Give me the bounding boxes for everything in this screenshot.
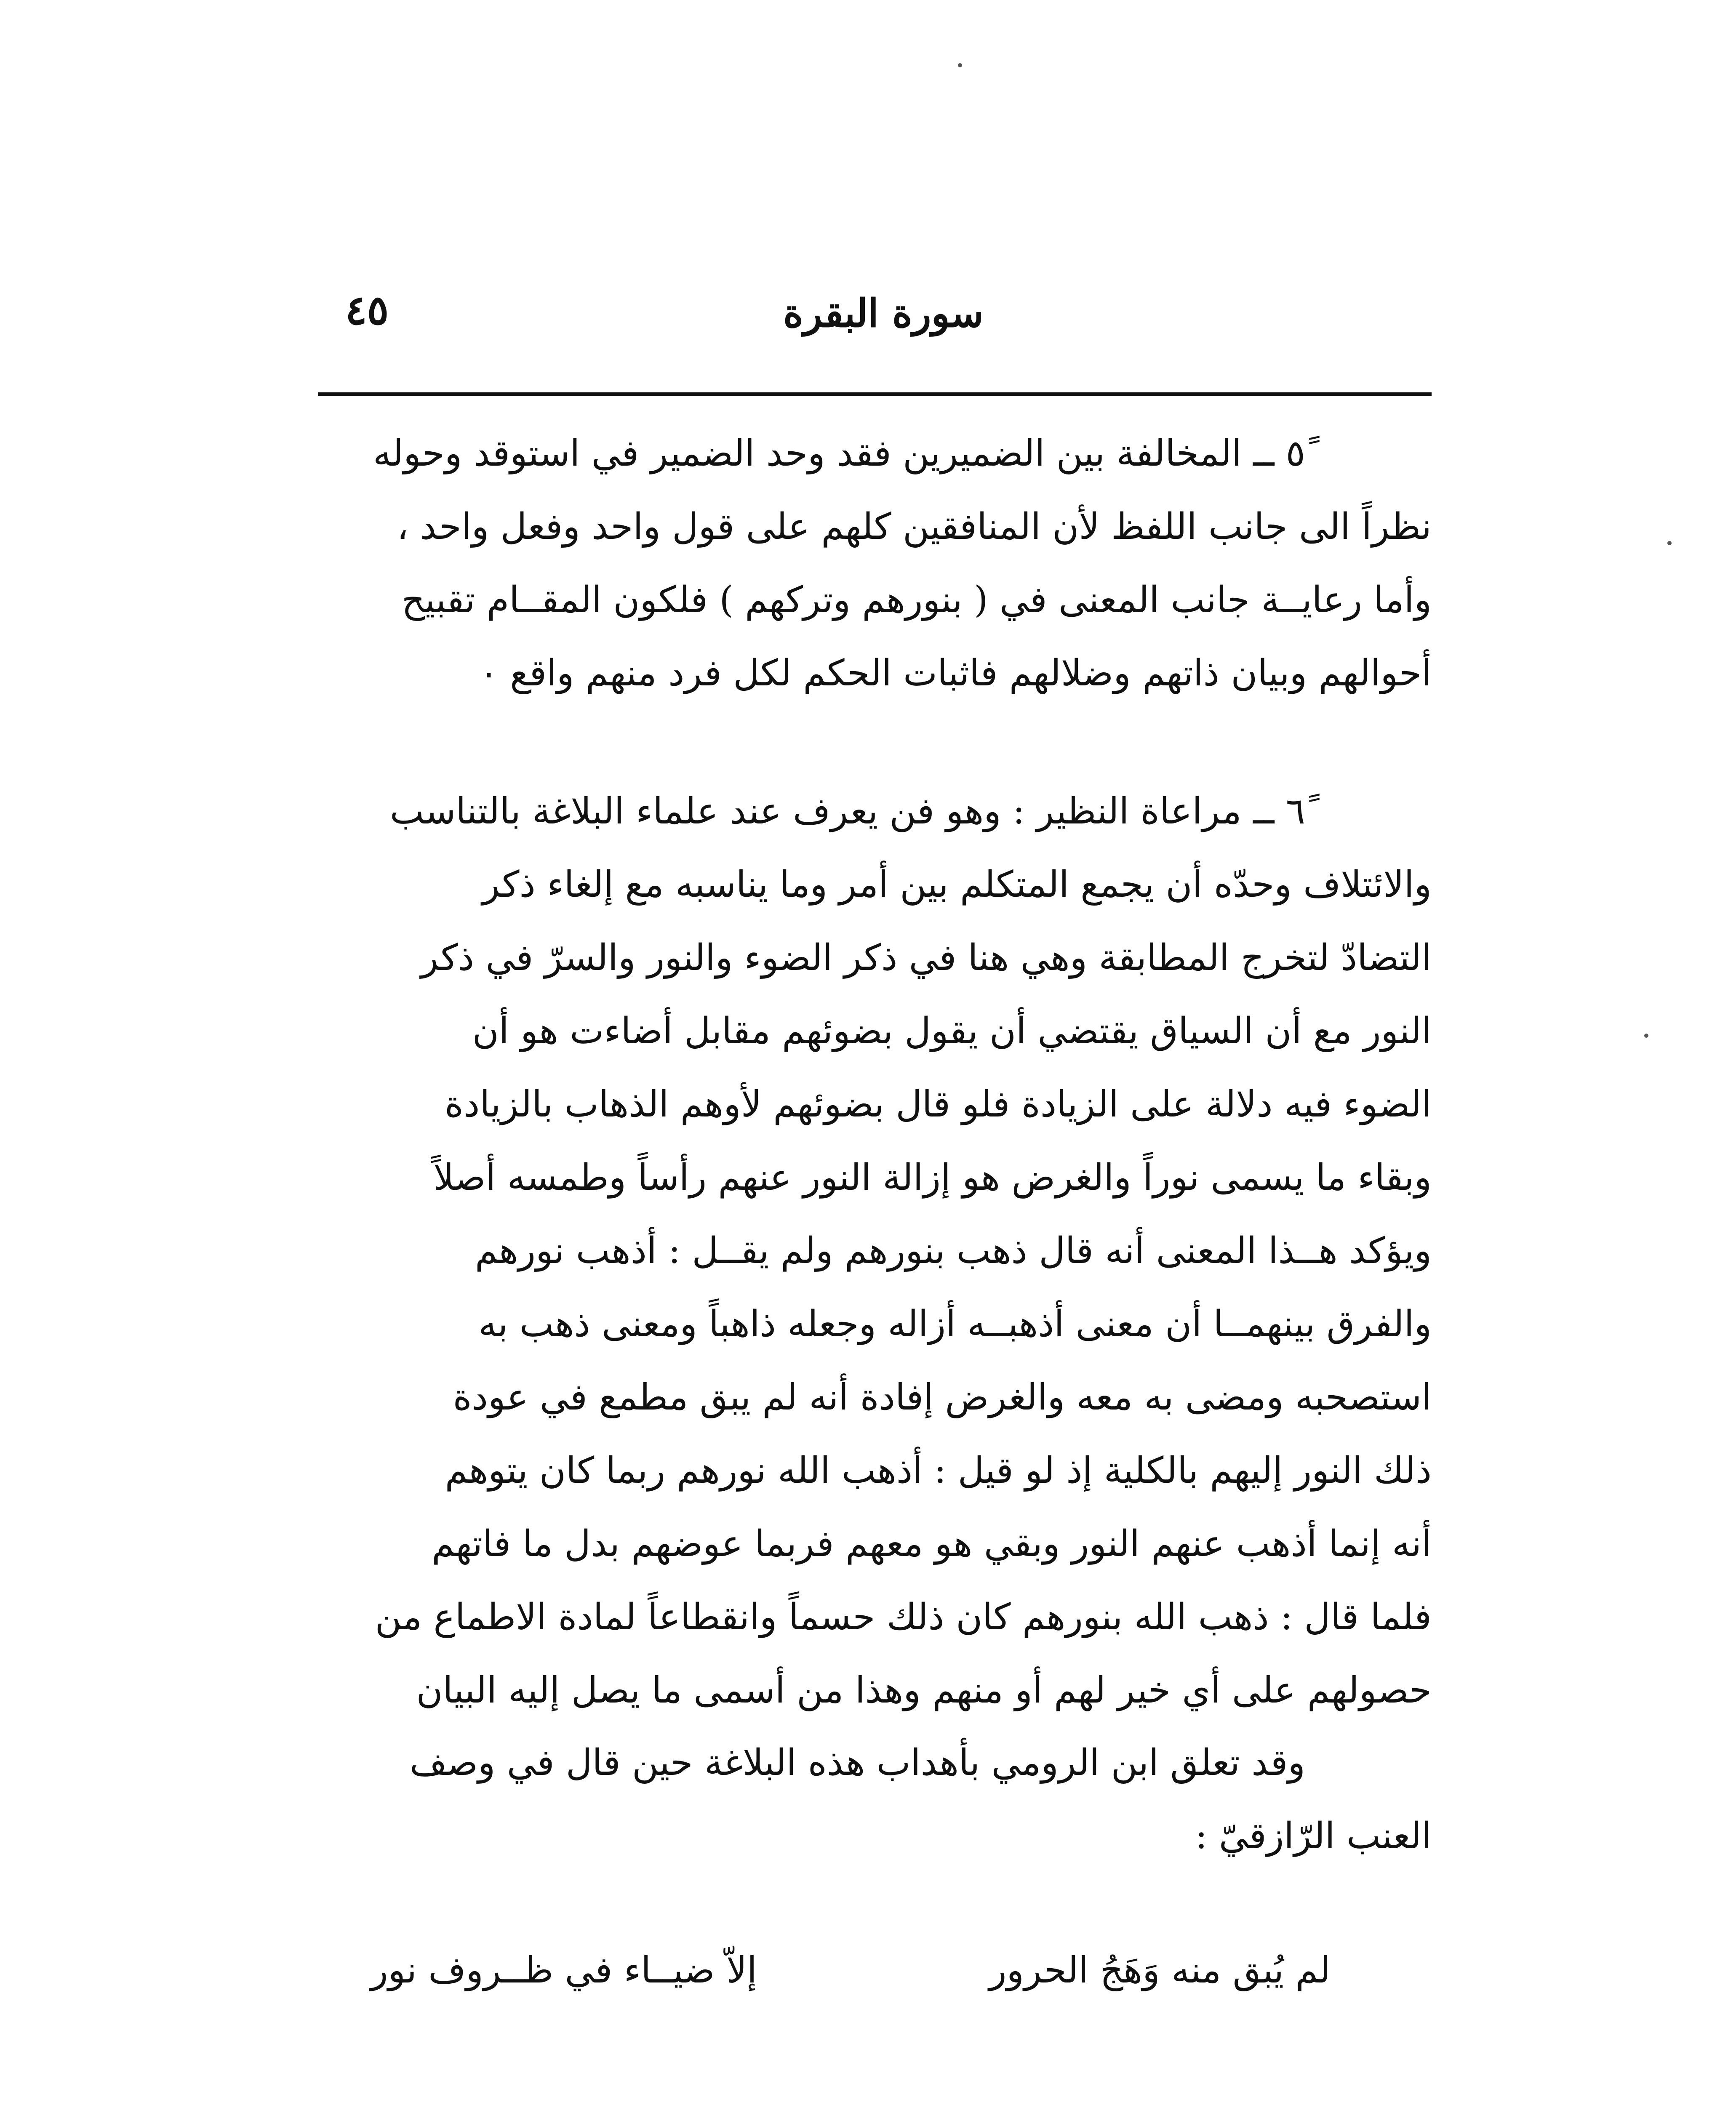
text-line: نظراً الى جانب اللفظ لأن المنافقين كلهم على قول واحد وفعل واحد ،: [397, 506, 1432, 548]
text-line: [312, 2099, 1432, 2105]
text-line: أحوالهم وبيان ذاتهم وضلالهم فاثبات الحكم لكل فرد منهم واقع ٠: [479, 652, 1432, 694]
paragraph-8: [312, 2099, 1432, 2105]
running-title: سورة البقرة: [783, 290, 984, 336]
text-line: فلما قال : ذهب الله بنورهم كان ذلك حسماً وانقطاعاً لمادة الاطماع من: [375, 1596, 1432, 1638]
text-line: ٦ً ــ مراعاة النظير : وهو فن يعرف عند علماء البلاغة بالتناسب: [389, 790, 1305, 832]
text-line: ذلك النور إليهم بالكلية إذ لو قيل : أذهب الله نورهم ربما كان يتوهم: [445, 1450, 1432, 1492]
scan-speck: [1644, 1034, 1648, 1038]
scan-speck: [958, 63, 962, 67]
text-line: ٥ً ــ المخالفة بين الضميرين فقد وحد الضمير في استوقد وحوله: [373, 432, 1305, 474]
page-number: ٤٥: [345, 286, 389, 334]
scan-speck: [1667, 541, 1672, 545]
text-line: وأما رعايــة جانب المعنى في ( بنورهم وتركهم ) فلكون المقــام تقبيح: [401, 579, 1432, 621]
text-line: أنه إنما أذهب عنهم النور وبقي هو معهم فربما عوضهم بدل ما فاتهم: [432, 1523, 1432, 1565]
verse-first-hemistich: لم يُبق منه وَهَجُ الحرور: [989, 1949, 1331, 1991]
page-header: [320, 269, 1432, 354]
text-line: ويؤكد هــذا المعنى أنه قال ذهب بنورهم ولم يقــل : أذهب نورهم: [475, 1230, 1432, 1272]
paragraph-6: [312, 775, 1432, 1727]
text-line: العنب الرّازقيّ :: [1195, 1815, 1432, 1857]
paragraph-5: [312, 417, 1432, 710]
header-rule: [318, 392, 1432, 396]
poem-verse: [371, 1945, 1331, 2029]
paragraph-7: [312, 1726, 1432, 1873]
text-line: التضادّ لتخرج المطابقة وهي هنا في ذكر الضوء والنور والسرّ في ذكر: [421, 937, 1432, 979]
text-line: وقد تعلق ابن الرومي بأهداب هذه البلاغة حين قال في وصف: [409, 1742, 1305, 1784]
text-line: وبقاء ما يسمى نوراً والغرض هو إزالة النور عنهم رأساً وطمسه أصلاً: [433, 1156, 1432, 1199]
text-line: استصحبه ومضى به معه والغرض إفادة أنه لم يبق مطمع في عودة: [453, 1376, 1432, 1418]
text-line: حصولهم على أي خير لهم أو منهم وهذا من أسمى ما يصل إليه البيان: [416, 1669, 1432, 1711]
text-line: والائتلاف وحدّه أن يجمع المتكلم بين أمر وما يناسبه مع إلغاء ذكر: [482, 863, 1432, 906]
text-line: النور مع أن السياق يقتضي أن يقول بضوئهم مقابل أضاءت هو أن: [472, 1010, 1432, 1052]
text-line: الضوء فيه دلالة على الزيادة فلو قال بضوئهم لأوهم الذهاب بالزيادة: [444, 1083, 1432, 1125]
text-line: والفرق بينهمــا أن معنى أذهبــه أزاله وجعله ذاهباً ومعنى ذهب به: [478, 1303, 1432, 1345]
verse-second-hemistich: إلاّ ضيــاء في ظــروف نور: [371, 1949, 757, 1991]
